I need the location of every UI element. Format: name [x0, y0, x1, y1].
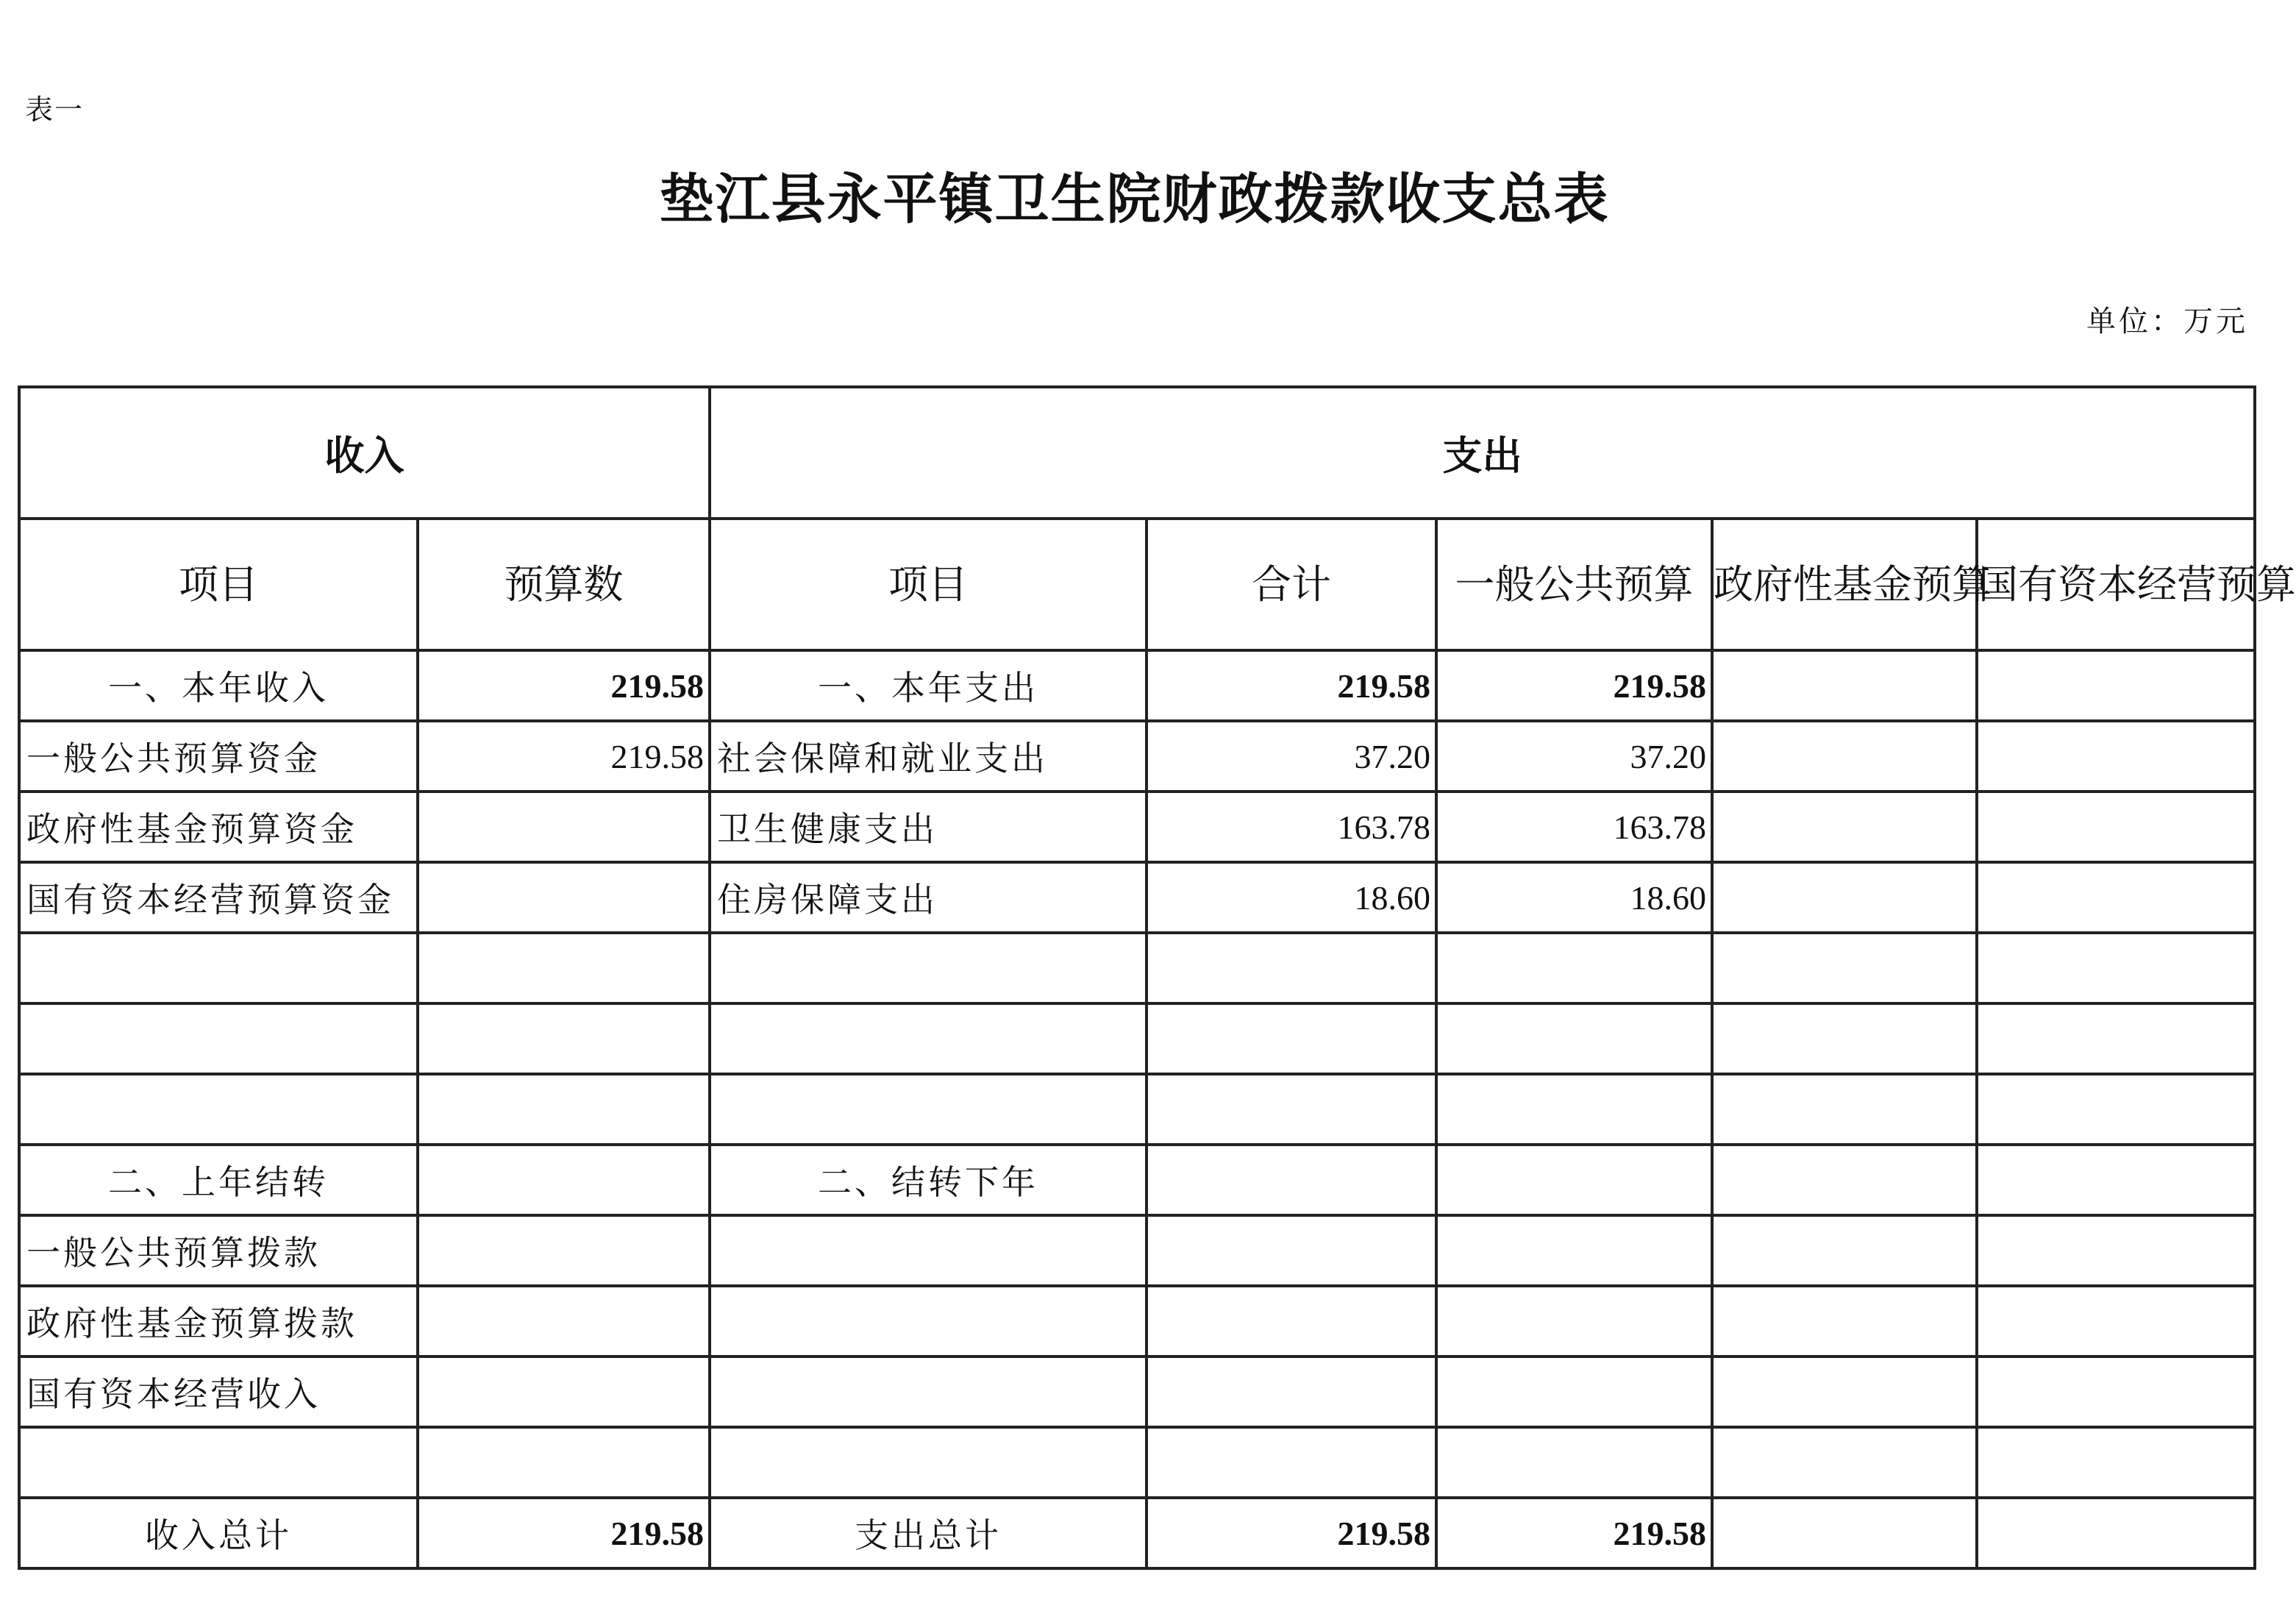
state-capital-cell [1977, 1145, 2255, 1215]
income-budget-cell [418, 1215, 710, 1286]
expense-item-cell: 一、本年支出 [710, 650, 1147, 721]
expense-item-header: 项目 [710, 519, 1147, 650]
expense-item-cell [710, 933, 1147, 1003]
income-item-cell [19, 1003, 418, 1074]
gov-fund-budget-header: 政府性基金预算 [1712, 519, 1977, 650]
state-capital-cell [1977, 1003, 2255, 1074]
income-budget-cell [418, 1074, 710, 1145]
state-capital-cell [1977, 1357, 2255, 1427]
income-budget-cell [418, 933, 710, 1003]
income-item-header: 项目 [19, 519, 418, 650]
income-budget-cell [418, 1003, 710, 1074]
document-title: 垫江县永平镇卫生院财政拨款收支总表 [659, 168, 1610, 231]
gov-fund-cell [1712, 1215, 1977, 1286]
income-section-header: 收入 [19, 387, 710, 519]
income-budget-cell [418, 1286, 710, 1357]
expense-item-cell [710, 1074, 1147, 1145]
general-budget-cell [1436, 1145, 1712, 1215]
state-capital-cell [1977, 1215, 2255, 1286]
general-budget-header: 一般公共预算 [1436, 519, 1712, 650]
expense-total-cell [1147, 1145, 1436, 1215]
expense-total-cell: 219.58 [1147, 650, 1436, 721]
expense-total-cell [1147, 1357, 1436, 1427]
expense-total-cell [1147, 933, 1436, 1003]
gov-fund-cell [1712, 1357, 1977, 1427]
expense-total-cell: 18.60 [1147, 862, 1436, 933]
income-total-label: 收入总计 [19, 1498, 418, 1568]
income-budget-cell [418, 1427, 710, 1498]
expense-total-cell: 163.78 [1147, 792, 1436, 862]
expense-item-cell: 社会保障和就业支出 [710, 721, 1147, 792]
expense-item-cell: 卫生健康支出 [710, 792, 1147, 862]
state-capital-cell [1977, 1286, 2255, 1357]
expense-item-cell [710, 1003, 1147, 1074]
unit-label: 单位：万元 [2086, 305, 2248, 338]
state-capital-cell [1977, 1427, 2255, 1498]
income-item-cell [19, 1427, 418, 1498]
state-capital-cell [1977, 650, 2255, 721]
general-budget-cell: 163.78 [1436, 792, 1712, 862]
state-capital-cell [1977, 862, 2255, 933]
total-row [19, 1498, 2255, 1568]
general-budget-cell [1436, 1286, 1712, 1357]
state-capital-cell [1977, 792, 2255, 862]
expense-total-label: 支出总计 [710, 1498, 1147, 1568]
income-item-cell: 一般公共预算拨款 [19, 1215, 418, 1286]
general-budget-cell [1436, 1003, 1712, 1074]
gov-fund-cell [1712, 933, 1977, 1003]
table-row [19, 1286, 2255, 1357]
expense-item-cell [710, 1215, 1147, 1286]
income-budget-cell: 219.58 [418, 721, 710, 792]
expense-total-cell [1147, 1074, 1436, 1145]
income-item-cell: 一般公共预算资金 [19, 721, 418, 792]
table-row [19, 862, 2255, 933]
expense-total-cell: 37.20 [1147, 721, 1436, 792]
table-row [19, 1427, 2255, 1498]
table-row [19, 1357, 2255, 1427]
state-capital-cell [1977, 721, 2255, 792]
gov-fund-cell [1712, 792, 1977, 862]
income-item-cell: 国有资本经营预算资金 [19, 862, 418, 933]
gov-fund-cell [1712, 650, 1977, 721]
income-item-cell [19, 1074, 418, 1145]
income-budget-header: 预算数 [418, 519, 710, 650]
general-budget-cell [1436, 1074, 1712, 1145]
general-budget-cell [1436, 933, 1712, 1003]
income-item-cell: 国有资本经营收入 [19, 1357, 418, 1427]
table-row [19, 1003, 2255, 1074]
table-row [19, 650, 2255, 721]
table-row [19, 792, 2255, 862]
table-label: 表一 [25, 93, 85, 126]
general-budget-cell [1436, 1215, 1712, 1286]
table-row [19, 1145, 2255, 1215]
income-item-cell [19, 933, 418, 1003]
state-capital-total-value [1977, 1498, 2255, 1568]
general-budget-total-value: 219.58 [1436, 1498, 1712, 1568]
expense-item-cell: 住房保障支出 [710, 862, 1147, 933]
income-item-cell: 二、上年结转 [19, 1145, 418, 1215]
expense-total-cell [1147, 1286, 1436, 1357]
state-capital-cell [1977, 1074, 2255, 1145]
income-item-cell: 一、本年收入 [19, 650, 418, 721]
gov-fund-cell [1712, 721, 1977, 792]
income-budget-cell [418, 792, 710, 862]
gov-fund-cell [1712, 1286, 1977, 1357]
table-row [19, 721, 2255, 792]
expense-total-header: 合计 [1147, 519, 1436, 650]
income-budget-cell [418, 1145, 710, 1215]
general-budget-cell [1436, 1427, 1712, 1498]
expense-total-cell [1147, 1003, 1436, 1074]
expense-item-cell: 二、结转下年 [710, 1145, 1147, 1215]
expense-item-cell [710, 1357, 1147, 1427]
expense-section-header: 支出 [710, 387, 2255, 519]
income-budget-cell [418, 862, 710, 933]
income-budget-cell: 219.58 [418, 650, 710, 721]
gov-fund-cell [1712, 1145, 1977, 1215]
expense-item-cell [710, 1427, 1147, 1498]
income-item-cell: 政府性基金预算资金 [19, 792, 418, 862]
state-capital-cell [1977, 933, 2255, 1003]
fiscal-summary-table [18, 385, 2296, 1570]
expense-item-cell [710, 1286, 1147, 1357]
gov-fund-cell [1712, 1427, 1977, 1498]
gov-fund-cell [1712, 1074, 1977, 1145]
general-budget-cell [1436, 1357, 1712, 1427]
gov-fund-total-value [1712, 1498, 1977, 1568]
table-row [19, 1074, 2255, 1145]
gov-fund-cell [1712, 862, 1977, 933]
gov-fund-cell [1712, 1003, 1977, 1074]
general-budget-cell: 37.20 [1436, 721, 1712, 792]
income-total-value: 219.58 [418, 1498, 710, 1568]
expense-total-cell [1147, 1427, 1436, 1498]
table-row [19, 1215, 2255, 1286]
table-row [19, 933, 2255, 1003]
expense-total-cell [1147, 1215, 1436, 1286]
income-item-cell: 政府性基金预算拨款 [19, 1286, 418, 1357]
state-capital-budget-header: 国有资本经营预算 [1977, 519, 2255, 650]
general-budget-cell: 219.58 [1436, 650, 1712, 721]
general-budget-cell: 18.60 [1436, 862, 1712, 933]
income-budget-cell [418, 1357, 710, 1427]
expense-total-value: 219.58 [1147, 1498, 1436, 1568]
